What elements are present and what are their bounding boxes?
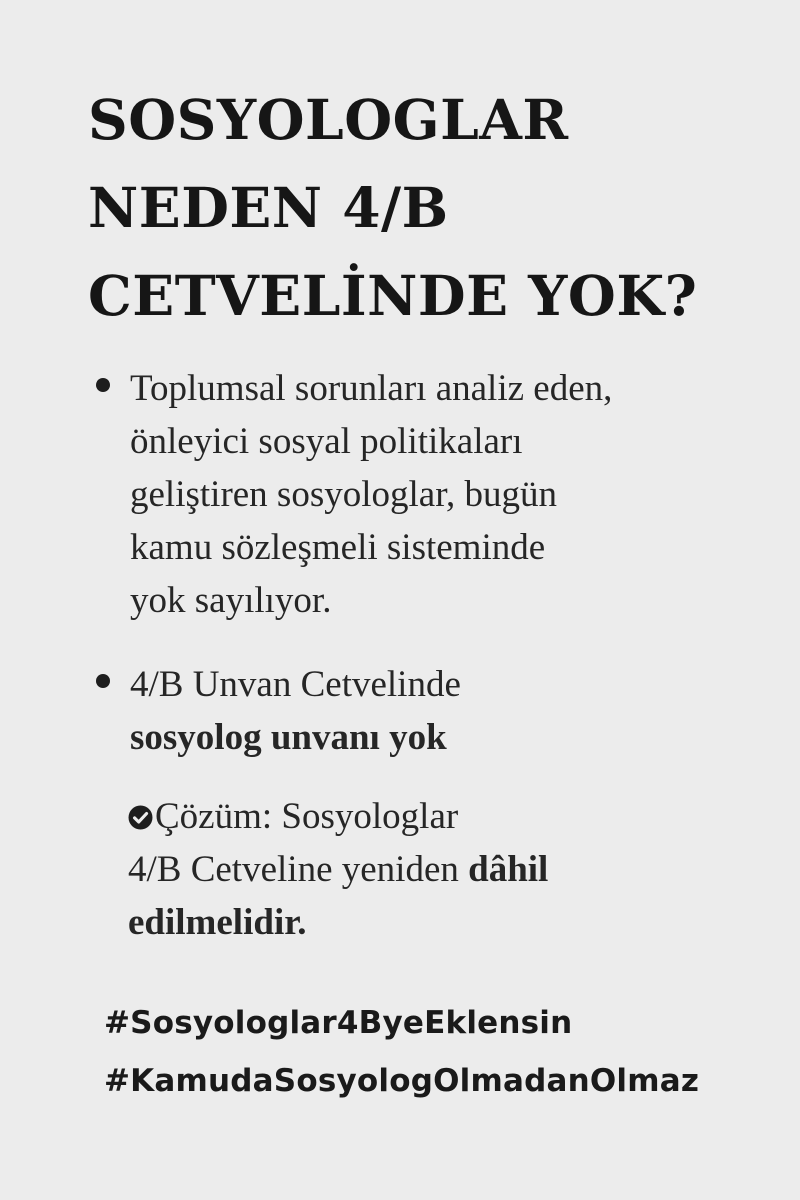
solution-block (128, 790, 768, 949)
solution-line-2 (128, 843, 768, 896)
bullet-text (130, 658, 770, 764)
bullet-line: yok sayılıyor. (130, 580, 332, 621)
check-circle-icon (128, 805, 153, 830)
solution-text: Çözüm: Sosyologlar (155, 796, 459, 837)
bullet-dot-icon (96, 674, 110, 688)
solution-line-3: edilmelidir. (128, 902, 307, 943)
bullet-line: 4/B Unvan Cetvelinde (130, 664, 461, 705)
bullet-line-bold: sosyolog unvanı yok (130, 717, 447, 758)
title-line-3: CETVELİNDE YOK? (88, 263, 698, 328)
hashtag-list (104, 994, 794, 1110)
bullet-line: önleyici sosyal politikaları (130, 421, 523, 462)
bullet-dot-icon (96, 378, 110, 392)
solution-text-bold: dâhil (468, 849, 549, 890)
title-line-1: SOSYOLOGLAR (88, 87, 569, 152)
solution-text: 4/B Cetveline yeniden (128, 849, 469, 890)
bullet-text (130, 362, 770, 627)
bullet-line: kamu sözleşmeli sisteminde (130, 527, 546, 568)
hashtag: #Sosyologlar4ByeEklensin (104, 1005, 573, 1041)
solution-line-1 (128, 790, 768, 843)
bullet-line: geliştiren sosyologlar, bugün (130, 474, 558, 515)
title-line-2: NEDEN 4/B (88, 175, 449, 240)
hashtag: #KamudaSosyologOlmadanOlmaz (104, 1063, 700, 1099)
page-title (88, 76, 788, 340)
bullet-line: Toplumsal sorunları analiz eden, (130, 368, 613, 409)
